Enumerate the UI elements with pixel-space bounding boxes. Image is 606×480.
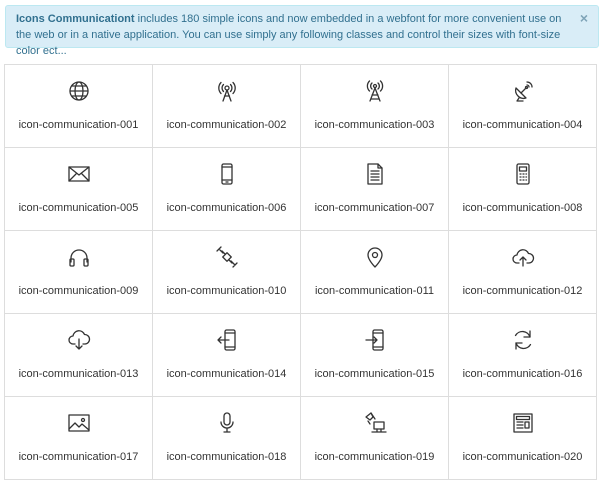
icon-label: icon-communication-016	[462, 368, 583, 380]
icon-cell[interactable]	[153, 397, 301, 480]
newspaper-icon	[511, 411, 535, 435]
icon-label: icon-communication-015	[314, 368, 435, 380]
icon-cell[interactable]	[449, 231, 597, 314]
cloud-download-icon	[67, 328, 91, 352]
satellite-dish-icon	[511, 79, 535, 103]
icon-cell[interactable]	[153, 65, 301, 148]
icon-label: icon-communication-018	[166, 451, 287, 463]
cloud-upload-icon	[511, 245, 535, 269]
icon-cell[interactable]	[449, 397, 597, 480]
icon-label: icon-communication-001	[18, 119, 139, 131]
alert-title: Icons Communicationt	[16, 13, 135, 25]
satellite-icon	[215, 245, 239, 269]
alert-text: includes 180 simple icons and now embedded in a webfont for more convenient use on the web or in a native application. You can use simply any following classes and control their sizes with font-size color ect...	[16, 13, 562, 57]
icon-label: icon-communication-004	[462, 119, 583, 131]
phone-import-icon	[363, 328, 387, 352]
icon-cell[interactable]	[153, 231, 301, 314]
icon-cell[interactable]	[301, 65, 449, 148]
headphones-icon	[67, 245, 91, 269]
broadcast-tower-icon	[215, 79, 239, 103]
icon-label: icon-communication-008	[462, 202, 583, 214]
icon-cell[interactable]	[153, 314, 301, 397]
icon-label: icon-communication-005	[18, 202, 139, 214]
icon-cell[interactable]	[301, 231, 449, 314]
envelope-icon	[67, 162, 91, 186]
icon-cell[interactable]	[5, 314, 153, 397]
calculator-phone-icon	[511, 162, 535, 186]
icon-cell[interactable]	[449, 65, 597, 148]
devices-icon	[363, 411, 387, 435]
antenna-signal-icon	[363, 79, 387, 103]
icon-label: icon-communication-007	[314, 202, 435, 214]
refresh-icon	[511, 328, 535, 352]
icon-label: icon-communication-014	[166, 368, 287, 380]
icon-cell[interactable]	[153, 148, 301, 231]
icon-label: icon-communication-017	[18, 451, 139, 463]
icon-label: icon-communication-006	[166, 202, 287, 214]
icon-label: icon-communication-010	[166, 285, 287, 297]
document-icon	[363, 162, 387, 186]
location-pin-icon	[363, 245, 387, 269]
icon-cell[interactable]	[5, 65, 153, 148]
icon-label: icon-communication-019	[314, 451, 435, 463]
icon-cell[interactable]	[301, 397, 449, 480]
image-icon	[67, 411, 91, 435]
microphone-icon	[215, 411, 239, 435]
icon-cell[interactable]	[449, 314, 597, 397]
icon-cell[interactable]	[5, 231, 153, 314]
icon-label: icon-communication-012	[462, 285, 583, 297]
close-icon[interactable]: ×	[579, 10, 588, 26]
icon-label: icon-communication-003	[314, 119, 435, 131]
icon-cell[interactable]	[449, 148, 597, 231]
phone-export-icon	[215, 328, 239, 352]
icon-cell[interactable]	[5, 148, 153, 231]
icon-label: icon-communication-013	[18, 368, 139, 380]
smartphone-icon	[215, 162, 239, 186]
icon-label: icon-communication-002	[166, 119, 287, 131]
globe-icon	[67, 79, 91, 103]
icon-label: icon-communication-011	[314, 285, 435, 297]
icon-cell[interactable]	[301, 148, 449, 231]
info-alert	[5, 5, 599, 57]
icon-cell[interactable]	[5, 397, 153, 480]
icon-label: icon-communication-020	[462, 451, 583, 463]
icon-grid	[4, 64, 597, 480]
icon-cell[interactable]	[301, 314, 449, 397]
icon-label: icon-communication-009	[18, 285, 139, 297]
